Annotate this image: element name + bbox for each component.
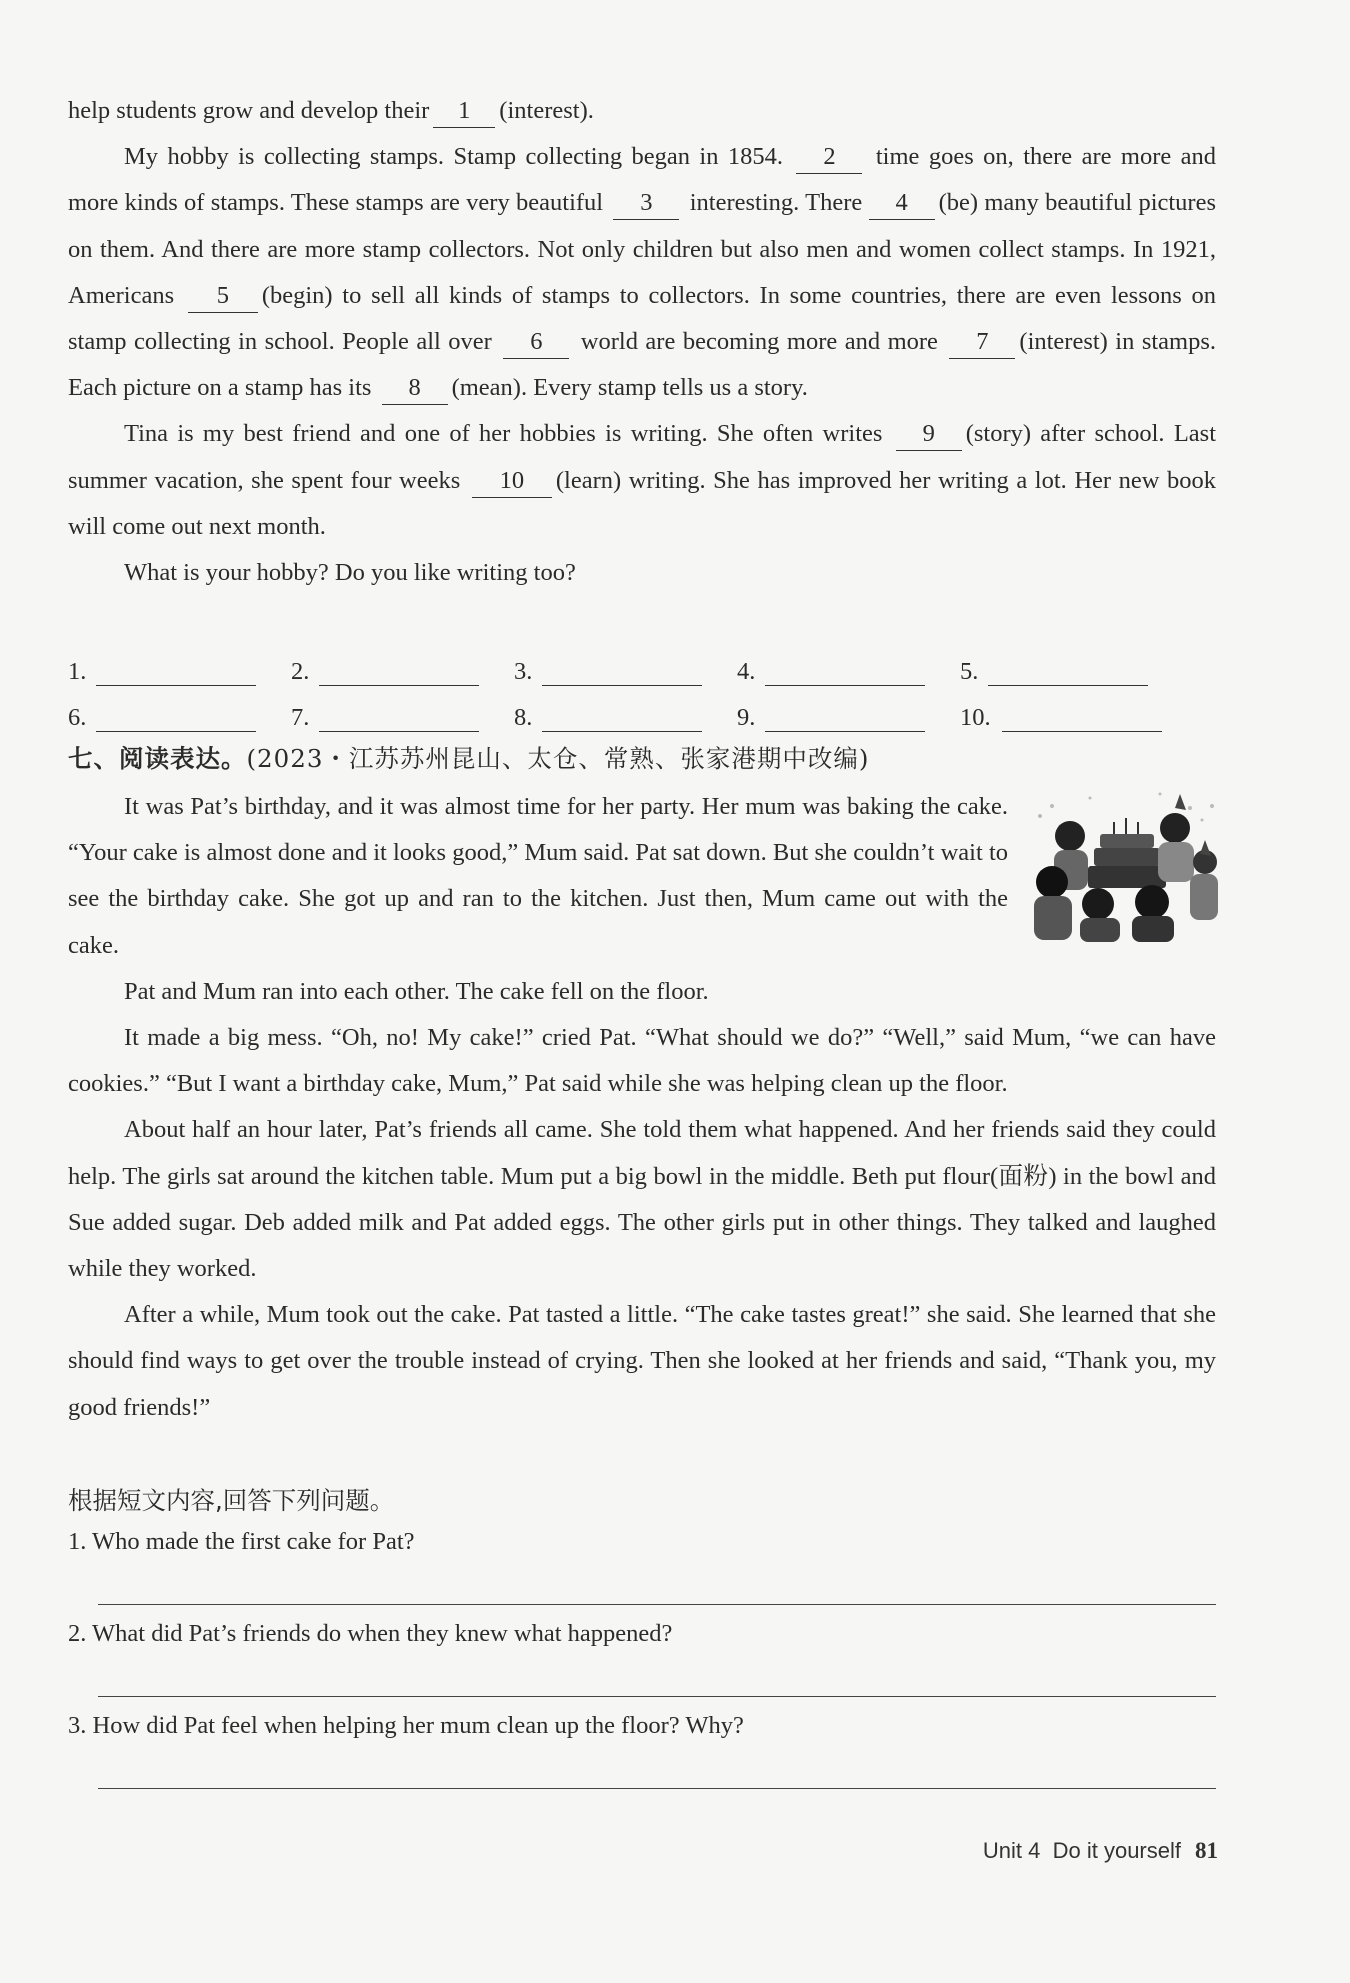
cloze-text: help students grow and develop their [68,97,430,124]
cloze-text: world are becoming more and more [580,328,938,356]
answer-row-2 [68,686,1183,732]
answer-line[interactable] [96,659,256,686]
answer-line[interactable] [319,705,479,732]
blank-4: 4 [869,187,935,220]
answer-line-3[interactable] [98,1788,1216,1789]
questions-instruction: 根据短文内容,回答下列问题。 [68,1486,395,1515]
answer-line[interactable] [988,659,1148,686]
cloze-text: (begin) to sell all kinds of stamps to collectors. In some countries, there are even lessons on stamp collecting in school. People all over [68,281,1216,356]
answer-line[interactable] [765,659,925,686]
answer-slot[interactable] [514,658,737,686]
page-number: 81 [1195,1838,1218,1863]
blank-10: 10 [472,465,552,498]
answer-slot[interactable] [291,658,514,686]
answer-number: 9. [737,704,756,731]
question-2: 2. What did Pat’s friends do when they knew what happened? [68,1620,673,1647]
answer-line-2[interactable] [98,1696,1216,1697]
answer-number: 2. [291,658,310,685]
cloze-line-0 [68,88,1216,134]
cloze-text: (interest) in stamps. Each picture on a stamp has its [68,328,1217,402]
answer-line[interactable] [542,705,702,732]
answer-line-1[interactable] [98,1604,1216,1605]
blank-5: 5 [188,280,258,313]
question-1: 1. Who made the first cake for Pat? [68,1528,415,1555]
answer-number: 5. [960,658,979,685]
answer-number: 10. [960,704,991,731]
story-paragraph-2: Pat and Mum ran into each other. The cake fell on the floor. [124,977,709,1005]
story-paragraph-3: It made a big mess. “Oh, no! My cake!” cried Pat. “What should we do?” “Well,” said Mum, “we can have cookies.” “But I want a birthday cake, Mum,” Pat said while she was helping clean up the floor. [68,1024,1216,1098]
blank-2: 2 [796,141,862,174]
answer-slot[interactable] [737,704,960,732]
story-paragraph-5: After a while, Mum took out the cake. Pat tasted a little. “The cake tastes great!” she said. She learned that she should find ways to get over the trouble instead of crying. Then she looked at her friends and said, “Thank you, my good friends!” [68,1301,1216,1421]
cloze-text: (interest). [499,97,594,124]
cloze-text: Tina is my best friend and one of her hobbies is writing. She often writes [124,420,883,448]
answer-row-1 [68,640,1183,686]
blank-3: 3 [613,187,679,220]
answer-line[interactable] [542,659,702,686]
answer-line[interactable] [1002,705,1162,732]
blank-7: 7 [949,326,1015,359]
blank-6: 6 [503,326,569,359]
cloze-text: interesting. There [689,189,863,217]
cloze-text: (mean). Every stamp tells us a story. [451,374,808,402]
answer-number: 3. [514,658,533,685]
answer-number: 1. [68,658,87,685]
page-footer [983,1838,1218,1864]
cloze-paragraph-2 [68,411,1216,550]
answer-slot[interactable] [68,658,291,686]
answer-line[interactable] [96,705,256,732]
blank-1: 1 [433,95,495,128]
cloze-text: (be) many beautiful pictures on them. And there are more stamp collectors. Not only children but also men and women collect stamps. In 1921, Americans [68,189,1217,309]
answer-slot[interactable] [737,658,960,686]
answer-number: 4. [737,658,756,685]
cloze-passage [68,88,1216,596]
cloze-text: (learn) writing. She has improved her writing a lot. Her new book will come out next month. [68,466,1217,540]
answer-slot[interactable] [68,704,291,732]
reading-story [68,784,1216,1431]
blank-8: 8 [382,372,448,405]
answer-grid [68,640,1183,732]
answer-slot[interactable] [514,704,737,732]
answer-number: 6. [68,704,87,731]
blank-9: 9 [896,418,962,451]
answer-line[interactable] [319,659,479,686]
cloze-text: time goes on, there are more and more kinds of stamps. These stamps are very beautiful [68,143,1217,217]
section-title: 七、阅读表达。 [68,744,247,773]
section-heading [68,740,869,775]
answer-slot[interactable] [960,704,1183,732]
answer-number: 8. [514,704,533,731]
answer-number: 7. [291,704,310,731]
cloze-text: (story) after school. Last summer vacation, she spent four weeks [68,420,1217,494]
answer-line[interactable] [765,705,925,732]
cloze-paragraph-1 [68,134,1216,411]
story-paragraph-4: About half an hour later, Pat’s friends all came. She told them what happened. And her friends said they could help. The girls sat around the kitchen table. Mum put a big bowl in the middle. Beth put flour(面粉) in the bowl and Sue added sugar. Deb added milk and Pat added eggs. The other girls put in other things. They talked and laughed while they worked. [68,1116,1216,1283]
answer-slot[interactable] [291,704,514,732]
section-source: (2023・江苏苏州昆山、太仓、常熟、张家港期中改编) [246,744,870,773]
cloze-paragraph-3: What is your hobby? Do you like writing too? [124,559,576,587]
cloze-text: My hobby is collecting stamps. Stamp collecting began in 1854. [124,143,784,171]
story-paragraph-1: It was Pat’s birthday, and it was almost time for her party. Her mum was baking the cake. “Your cake is almost done and it looks good,” Mum said. Pat sat down. But she couldn’t wait to see the birthday cake. She got up and ran to the kitchen. Just then, Mum came out with the cake. [68,793,1008,959]
unit-label: Unit 4 Do it yourself [982,1838,1181,1863]
answer-slot[interactable] [960,658,1183,686]
question-3: 3. How did Pat feel when helping her mum clean up the floor? Why? [68,1712,744,1739]
